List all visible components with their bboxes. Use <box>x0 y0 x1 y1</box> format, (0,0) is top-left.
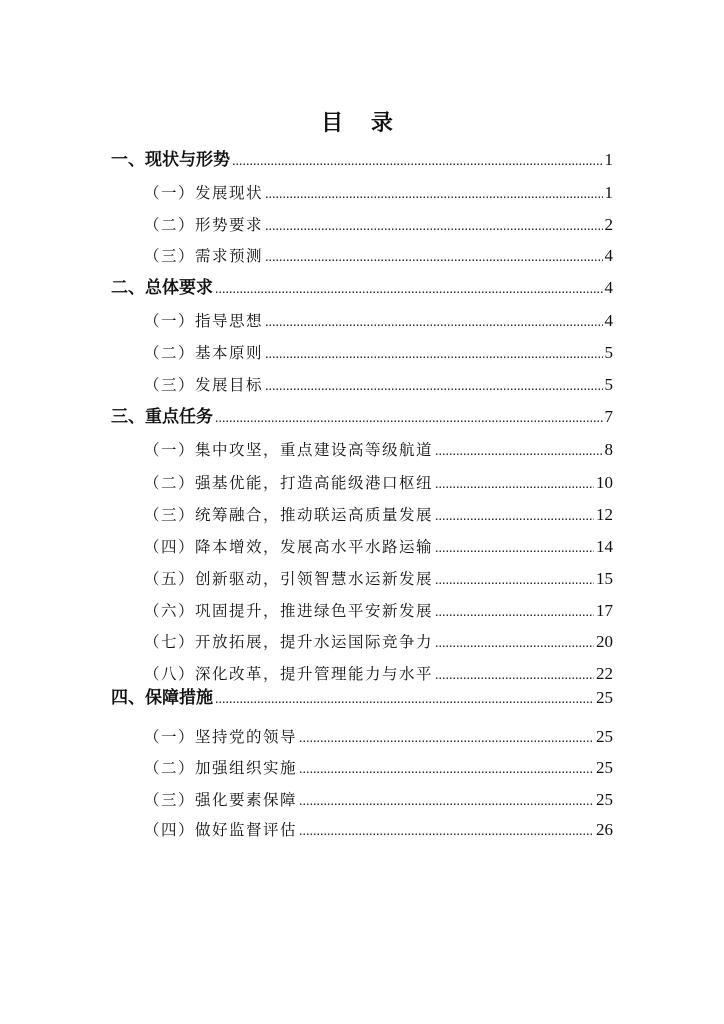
toc-leader-dots <box>265 343 602 367</box>
toc-entry-label: （二）强基优能，打造高能级港口枢纽 <box>144 474 434 492</box>
toc-entry-label: （四）降本增效，发展高水平水路运输 <box>144 538 434 556</box>
toc-leader-dots <box>435 569 594 593</box>
toc-entry-label: （二）基本原则 <box>144 344 264 362</box>
toc-leader-dots <box>215 407 603 431</box>
toc-entry-label: （二）形势要求 <box>144 216 264 234</box>
toc-leader-dots <box>299 790 594 814</box>
toc-entry-label: 一、现状与形势 <box>111 150 230 170</box>
toc-page-number: 25 <box>596 790 613 809</box>
toc-entry-label: 四、保障措施 <box>111 688 213 708</box>
toc-leader-dots <box>435 473 594 497</box>
toc-subsection-entry[interactable] <box>144 309 613 333</box>
toc-page-number: 25 <box>596 688 613 707</box>
toc-entry-label: （五）创新驱动，引领智慧水运新发展 <box>144 570 434 588</box>
toc-subsection-entry[interactable] <box>144 756 613 780</box>
toc-entry-label: （一）发展现状 <box>144 184 264 202</box>
toc-page-number: 22 <box>596 664 613 683</box>
toc-leader-dots <box>215 278 603 302</box>
toc-leader-dots <box>299 820 594 844</box>
toc-entry-label: （三）强化要素保障 <box>144 791 298 809</box>
toc-leader-dots <box>435 505 594 529</box>
toc-subsection-entry[interactable] <box>144 213 613 237</box>
toc-leader-dots <box>435 664 594 688</box>
toc-section-entry[interactable] <box>111 276 613 300</box>
toc-subsection-entry[interactable] <box>144 438 613 462</box>
toc-leader-dots <box>299 758 594 782</box>
toc-section-entry[interactable] <box>111 148 613 172</box>
toc-leader-dots <box>299 727 594 751</box>
toc-entry-label: （三）需求预测 <box>144 247 264 265</box>
toc-leader-dots <box>265 375 602 399</box>
toc-entry-label: （二）加强组织实施 <box>144 759 298 777</box>
toc-page-number: 5 <box>604 343 613 362</box>
toc-leader-dots <box>265 246 602 270</box>
toc-section-entry[interactable] <box>111 405 613 429</box>
page-title: 目 录 <box>321 110 403 136</box>
toc-page-number: 15 <box>596 569 613 588</box>
toc-subsection-entry[interactable] <box>144 630 613 654</box>
toc-entry-label: （一）坚持党的领导 <box>144 728 298 746</box>
toc-page-number: 4 <box>604 311 613 330</box>
toc-subsection-entry[interactable] <box>144 503 613 527</box>
toc-section-entry[interactable] <box>111 686 613 710</box>
toc-subsection-entry[interactable] <box>144 181 613 205</box>
toc-leader-dots <box>265 183 602 207</box>
toc-subsection-entry[interactable] <box>144 599 613 623</box>
toc-leader-dots <box>265 215 602 239</box>
toc-page-number: 25 <box>596 727 613 746</box>
toc-entry-label: （四）做好监督评估 <box>144 821 298 839</box>
toc-page-number: 20 <box>596 632 613 651</box>
toc-page-number: 8 <box>604 440 613 459</box>
toc-subsection-entry[interactable] <box>144 535 613 559</box>
toc-entry-label: 三、重点任务 <box>111 407 213 427</box>
toc-leader-dots <box>435 601 594 625</box>
toc-leader-dots <box>435 440 602 464</box>
toc-page-number: 14 <box>596 537 613 556</box>
toc-page-number: 4 <box>604 246 613 265</box>
toc-page-number: 7 <box>604 407 613 426</box>
toc-subsection-entry[interactable] <box>144 471 613 495</box>
toc-page-number: 26 <box>596 820 613 839</box>
toc-leader-dots <box>265 311 602 335</box>
toc-subsection-entry[interactable] <box>144 567 613 591</box>
toc-entry-label: （三）发展目标 <box>144 376 264 394</box>
toc-page-number: 5 <box>604 375 613 394</box>
toc-page-number: 12 <box>596 505 613 524</box>
toc-page-number: 2 <box>604 215 613 234</box>
toc-subsection-entry[interactable] <box>144 373 613 397</box>
toc-leader-dots <box>435 537 594 561</box>
toc-entry-label: （八）深化改革，提升管理能力与水平 <box>144 665 434 683</box>
toc-page-number: 17 <box>596 601 613 620</box>
toc-page-number: 1 <box>604 183 613 202</box>
toc-leader-dots <box>435 632 594 656</box>
toc-entry-label: （七）开放拓展，提升水运国际竞争力 <box>144 633 434 651</box>
toc-page-number: 1 <box>604 150 613 169</box>
toc-entry-label: （三）统筹融合，推动联运高质量发展 <box>144 506 434 524</box>
toc-page-number: 25 <box>596 758 613 777</box>
toc-page-number: 4 <box>604 278 613 297</box>
toc-subsection-entry[interactable] <box>144 725 613 749</box>
toc-page-number: 10 <box>596 473 613 492</box>
toc-entry-label: （六）巩固提升，推进绿色平安新发展 <box>144 602 434 620</box>
toc-entry-label: （一）集中攻坚，重点建设高等级航道 <box>144 441 434 459</box>
toc-subsection-entry[interactable] <box>144 244 613 268</box>
toc-entry-label: （一）指导思想 <box>144 312 264 330</box>
toc-subsection-entry[interactable] <box>144 788 613 812</box>
toc-leader-dots <box>232 150 603 174</box>
toc-subsection-entry[interactable] <box>144 818 613 842</box>
toc-leader-dots <box>215 688 594 712</box>
toc-subsection-entry[interactable] <box>144 341 613 365</box>
toc-subsection-entry[interactable] <box>144 662 613 686</box>
toc-entry-label: 二、总体要求 <box>111 278 213 298</box>
